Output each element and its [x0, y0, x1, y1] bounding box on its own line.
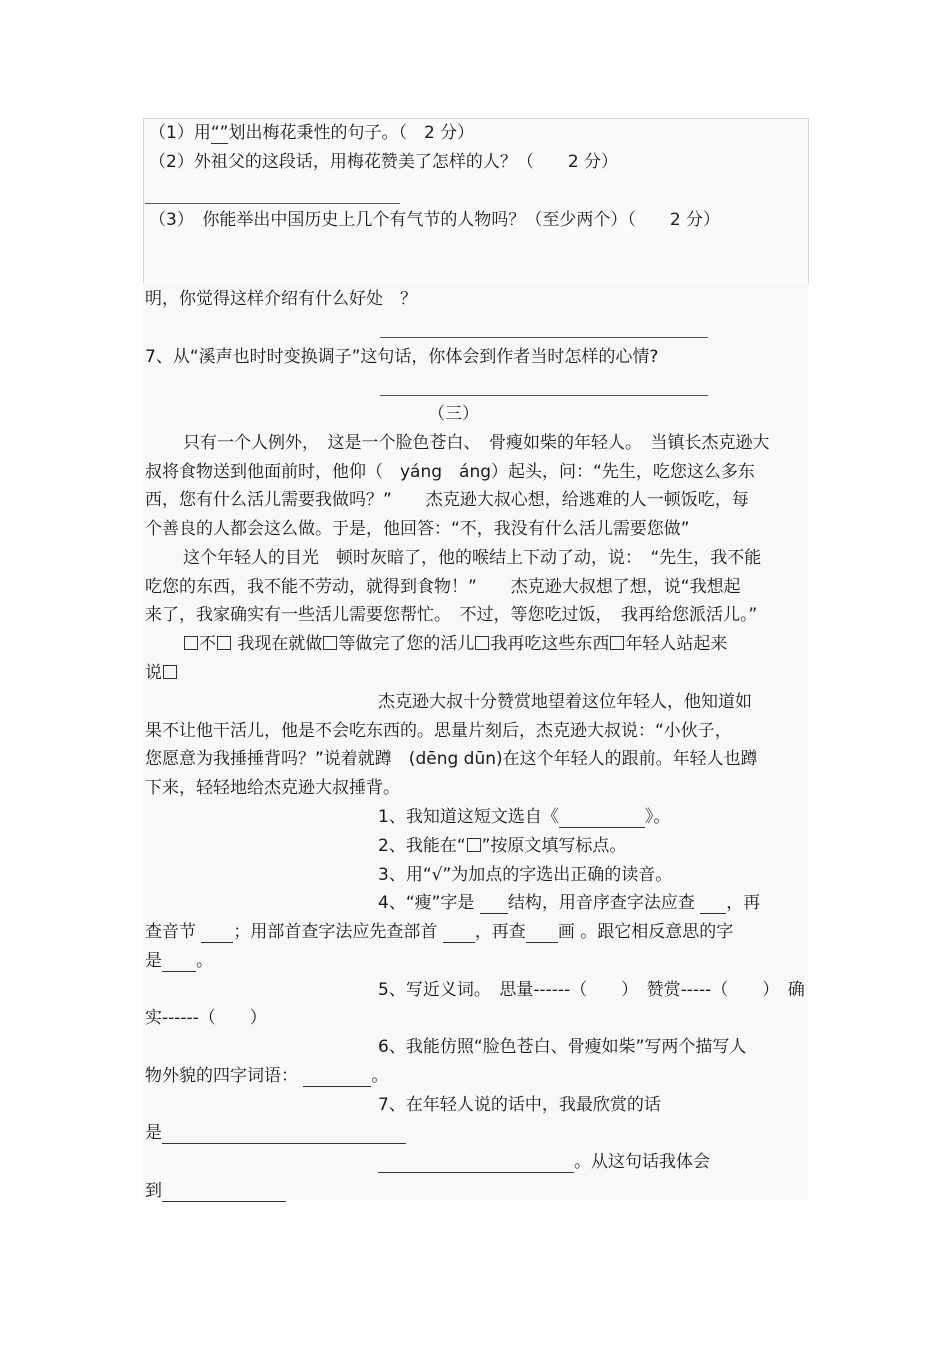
question-5: 5、写近义词。 思量------（ ） 赞赏-----（ ） 确 [378, 980, 805, 1000]
answer-line [380, 395, 708, 396]
passage-line: 您愿意为我捶捶背吗？”说着就蹲 (dēng dūn)在这个年轻人的跟前。年轻人也蹲 [145, 749, 758, 769]
section-title: （三） [428, 404, 479, 424]
passage-line: 只有一个人例外， 这是一个脸色苍白、 骨瘦如柴的年轻人。 当镇长杰克逊大 [183, 433, 770, 453]
passage-line: 个善良的人都会这么做。于是，他回答：“不，我没有什么活儿需要您做” [145, 519, 690, 539]
answer-blank[interactable] [480, 897, 508, 914]
passage-line: 杰克逊大叔十分赞赏地望着这位年轻人，他知道如 [378, 692, 752, 712]
question-7: 7、在年轻人说的话中，我最欣赏的话 [378, 1095, 661, 1115]
passage-line: 下来，轻轻地给杰克逊大叔捶背。 [145, 778, 400, 798]
punctuation-box[interactable] [184, 636, 198, 650]
passage-line: 来了，我家确实有一些活儿需要您帮忙。 不过，等您吃过饭， 我再给您派活儿。” [145, 605, 758, 625]
passage-line: 吃您的东西，我不能不劳动，就得到食物！” 杰克逊大叔想了想，说“我想起 [145, 577, 741, 597]
answer-blank[interactable] [303, 1070, 371, 1087]
punctuation-box[interactable] [217, 636, 231, 650]
answer-blank[interactable] [559, 811, 645, 828]
punctuation-box[interactable] [323, 636, 337, 650]
question-4-line-2: 查音节 ；用部首查字法应先查部首 ，再查 画 。跟它相反意思的字 [145, 922, 734, 942]
answer-line [145, 203, 400, 204]
answer-line [380, 337, 708, 338]
question-4-line-3: 是 。 [145, 951, 213, 971]
punctuation-sentence: 不 我现在就做 等做完了您的活儿 我再吃这些东西 年轻人站起来 [183, 633, 727, 655]
passage-line: 叔将食物送到他面前时，他仰（ yáng áng）起头，问：“先生，吃您这么多东 [145, 462, 755, 482]
question-7-line-4: 到 [145, 1180, 286, 1202]
answer-blank[interactable] [700, 897, 726, 914]
question-6-line-2: 物外貌的四字词语： 。 [145, 1066, 389, 1086]
passage-line: 西，您有什么活儿需要我做吗？” 杰克逊大叔心想，给逃难的人一顿饭吃，每 [145, 490, 749, 510]
box-question-1: （1）用“”划出梅花秉性的句子。（ 2 分） [149, 123, 475, 143]
question-3: 3、用“√”为加点的字选出正确的读音。 [378, 865, 673, 885]
prev-question-text: 明，你觉得这样介绍有什么好处 ？ [145, 289, 417, 309]
answer-blank[interactable] [201, 926, 233, 943]
answer-blank[interactable] [162, 1127, 406, 1144]
question-7-line-3: 。从这句话我体会 [378, 1151, 710, 1173]
question-7-line-2: 是 [145, 1122, 406, 1144]
box-question-3: （3） 你能举出中国历史上几个有气节的人物吗？（至少两个）（ 2 分） [149, 210, 721, 230]
passage-line: 果不让他干活儿，他是不会吃东西的。思量片刻后，杰克逊大叔说：“小伙子， [145, 721, 732, 741]
answer-blank[interactable] [526, 926, 558, 943]
question-5-line-2: 实------（ ） [145, 1008, 267, 1028]
question-2: 2、我能在“ ”按原文填写标点。 [378, 836, 627, 856]
question-4: 4、“瘦”字是 结构，用音序查字法应查 ，再 [378, 893, 761, 913]
question-1: 1、我知道这短文选自《 》。 [378, 807, 671, 827]
punctuation-box-symbol [467, 838, 481, 852]
answer-blank[interactable] [443, 926, 475, 943]
punctuation-sentence-end: 说 [145, 662, 178, 684]
answer-blank[interactable] [162, 955, 196, 972]
prev-question-7: 7、从“溪声也时时变换调子”这句话，你体会到作者当时怎样的心情? [145, 347, 659, 367]
passage-line: 这个年轻人的目光 顿时灰暗了，他的喉结上下动了动，说： “先生，我不能 [183, 548, 762, 568]
answer-blank[interactable] [378, 1156, 574, 1173]
punctuation-box[interactable] [475, 636, 489, 650]
answer-blank[interactable] [162, 1185, 286, 1202]
punctuation-box[interactable] [163, 665, 177, 679]
punctuation-box[interactable] [610, 636, 624, 650]
box-question-2: （2）外祖父的这段话，用梅花赞美了怎样的人？（ 2 分） [149, 152, 619, 172]
question-6: 6、我能仿照“脸色苍白、骨瘦如柴”写两个描写人 [378, 1037, 747, 1057]
